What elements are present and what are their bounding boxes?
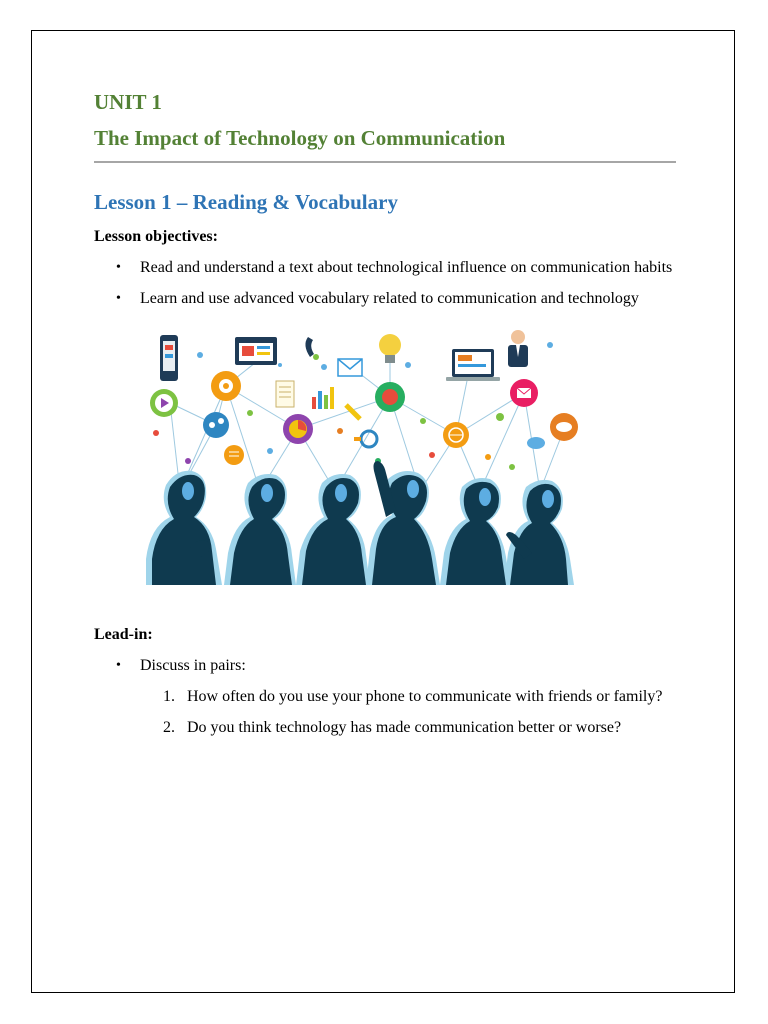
unit-title: The Impact of Technology on Communication <box>94 126 506 150</box>
question-number: 2. <box>163 719 175 736</box>
bullet-icon: • <box>116 291 121 306</box>
laptop-icon <box>446 349 500 381</box>
speech-bubble-icon <box>224 445 244 465</box>
lead-in-text: Discuss in pairs: <box>140 657 246 674</box>
phone-icon <box>160 335 178 381</box>
question-item <box>94 717 676 738</box>
play-node-icon <box>150 389 178 417</box>
bullet-icon: • <box>116 658 121 673</box>
objective-text: Read and understand a text about technological influence on communication habits <box>140 259 673 276</box>
document-page <box>31 30 735 993</box>
settings-node-icon <box>211 371 241 401</box>
question-text: Do you think technology has made communication better or worse? <box>187 719 622 736</box>
lightbulb-icon <box>379 334 401 363</box>
question-number: 1. <box>163 688 175 705</box>
share-node-icon <box>203 412 229 438</box>
telephone-icon <box>305 337 319 360</box>
document-icon <box>276 381 294 407</box>
lead-in-item <box>94 655 676 676</box>
question-item <box>94 686 676 707</box>
businessman-icon <box>508 330 528 367</box>
cloud-upload-icon <box>527 437 545 449</box>
chat-node-icon <box>375 382 405 412</box>
bar-chart-icon <box>312 387 334 409</box>
objective-item <box>94 257 676 278</box>
page-content <box>94 89 676 748</box>
illustration-graphic <box>140 321 580 585</box>
browser-window-icon <box>235 337 277 365</box>
objective-text: Learn and use advanced vocabulary related to communication and technology <box>140 290 639 307</box>
objectives-heading: Lesson objectives: <box>94 228 218 245</box>
cloud-node-icon <box>550 413 578 441</box>
lead-in-list <box>94 655 676 676</box>
envelope-icon <box>338 359 362 376</box>
title-divider <box>94 161 676 163</box>
technology-communication-illustration <box>140 321 580 585</box>
unit-label: UNIT 1 <box>94 90 162 114</box>
pie-chart-node-icon <box>283 414 313 444</box>
objectives-list <box>94 257 676 309</box>
lesson-heading: Lesson 1 – Reading & Vocabulary <box>94 190 398 214</box>
bullet-icon: • <box>116 260 121 275</box>
question-text: How often do you use your phone to communicate with friends or family? <box>187 688 663 705</box>
discussion-questions <box>94 686 676 738</box>
mail-node-icon <box>510 379 538 407</box>
lead-in-heading: Lead-in: <box>94 626 153 643</box>
objective-item <box>94 288 676 309</box>
globe-node-icon <box>443 422 469 448</box>
